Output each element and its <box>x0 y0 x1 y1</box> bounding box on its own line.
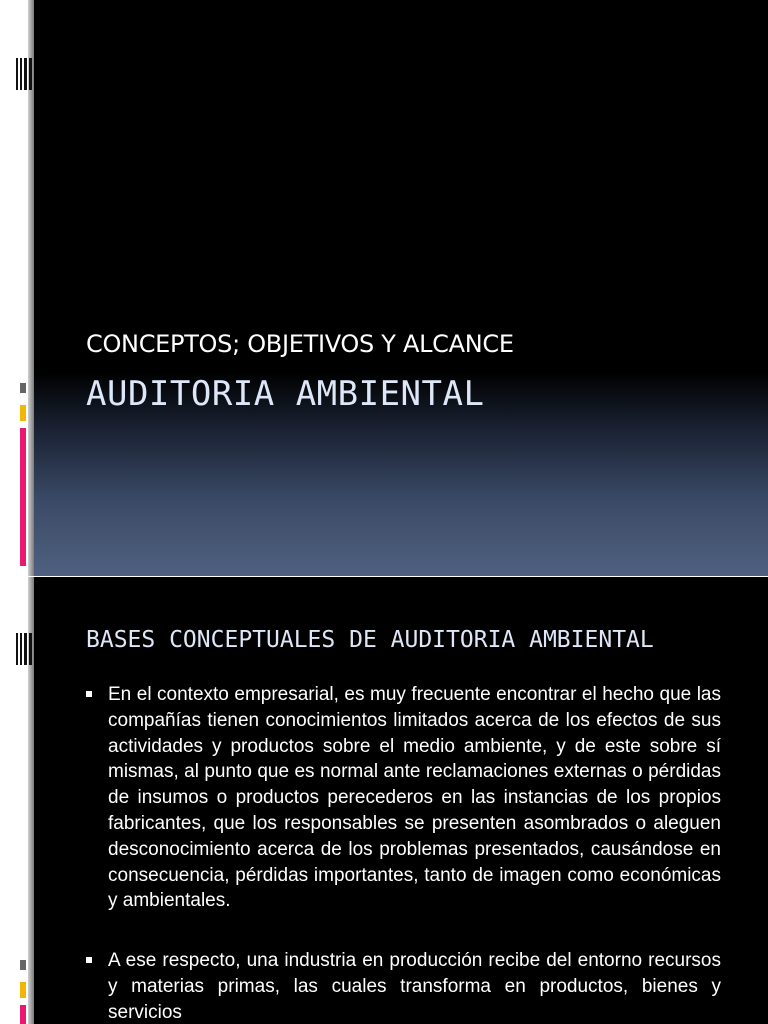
list-item <box>86 948 721 1024</box>
slide-subtitle: CONCEPTOS; OBJETIVOS Y ALCANCE <box>86 330 514 358</box>
accent-yellow-block <box>20 405 26 421</box>
content-slide <box>0 577 768 1024</box>
barcode-decoration <box>16 633 32 665</box>
slide-title: AUDITORIA AMBIENTAL <box>86 374 485 414</box>
list-item <box>86 682 721 914</box>
accent-yellow-block <box>20 982 26 998</box>
barcode-decoration <box>16 58 32 90</box>
accent-gray-block <box>20 383 26 393</box>
bullet-icon <box>86 957 92 963</box>
accent-gray-block <box>20 960 26 970</box>
bullet-icon <box>86 691 92 697</box>
list-item-text: A ese respecto, una industria en producción recibe del entorno recursos y materias primas, las cuales transforma en productos, bienes y servicios <box>108 950 721 1023</box>
list-item-text: En el contexto empresarial, es muy frecuente encontrar el hecho que las compañías tienen conocimientos limitados acerca de los efectos de sus actividades y productos sobre el medio ambiente, y de este sobre sí mismas, al punto que es normal ante reclamaciones externas o pérdidas de insumos o productos perecederos en las instancias de los propios fabricantes, que los responsables se presenten asombrados o aleguen desconocimiento acerca de los problemas presentados, causándose en consecuencia, pérdidas importantes, tanto de imagen como económicas y ambientales. <box>108 684 721 912</box>
accent-pink-bar <box>20 428 26 566</box>
bullet-list <box>86 682 721 1024</box>
accent-pink-bar <box>20 1005 26 1024</box>
slide-title: BASES CONCEPTUALES DE AUDITORIA AMBIENTAL <box>86 627 654 653</box>
